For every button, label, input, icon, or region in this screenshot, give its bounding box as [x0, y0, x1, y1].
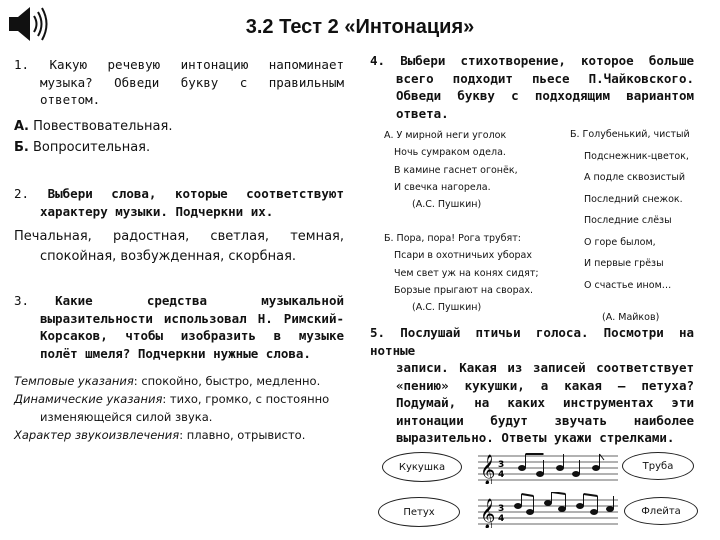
poem-b-line: Б. Пора, пора! Рога трубят:	[384, 233, 521, 244]
q1-option-a[interactable]: А. Повествовательная.	[14, 119, 173, 134]
poem-a-line: И свечка нагорела.	[394, 181, 491, 193]
notes	[519, 454, 605, 477]
q5-text-line6: выразительно. Ответы укажи стрелками.	[396, 430, 675, 445]
poem-c-line: Последние слёзы	[584, 215, 672, 226]
q1-text-line3: ответом.	[40, 92, 101, 107]
question-2	[14, 185, 344, 220]
dynamic-values-line2[interactable]: изменяющейся силой звука.	[40, 410, 213, 424]
q2-text-line2: характеру музыки. Подчеркни их.	[40, 203, 274, 219]
bird-oval-cuckoo[interactable]: Кукушка	[382, 452, 462, 482]
bird-oval-rooster[interactable]: Петух	[378, 497, 460, 527]
q2-words-line1[interactable]: Печальная, радостная, светлая, темная,	[14, 229, 344, 244]
time-signature: 4	[498, 514, 505, 524]
q1-option-b[interactable]: Б. Вопросительная.	[14, 140, 151, 155]
q2-words[interactable]	[14, 227, 344, 267]
q5-text-line2: записи. Какая из записей соответствует	[396, 360, 694, 375]
music-staff-1[interactable]	[478, 448, 618, 484]
poem-c-line: О горе былом,	[584, 236, 656, 248]
instrument-oval-trumpet[interactable]: Труба	[622, 452, 694, 480]
poem-c-author: (А. Майков)	[602, 312, 660, 323]
time-signature: 4	[498, 470, 505, 480]
poem-c-line: А подле сквозистый	[584, 172, 686, 183]
poem-c-line: О счастье ином…	[584, 279, 672, 291]
poem-b[interactable]	[384, 230, 564, 316]
notes	[515, 492, 614, 515]
sound-label: Характер звукоизвлечения	[14, 428, 180, 442]
q2-words-line2[interactable]: спокойная, возбужденная, скорбная.	[40, 249, 297, 264]
treble-clef-icon: 𝄞	[480, 455, 496, 484]
treble-clef-icon: 𝄞	[480, 499, 496, 528]
music-staff-2[interactable]	[478, 492, 618, 528]
q4-text-line4: ответа.	[396, 105, 449, 121]
poem-a-line: В камине гаснет огонёк,	[394, 164, 518, 176]
poem-a-author: (А.С. Пушкин)	[412, 199, 482, 211]
poem-b-line: Борзые прыгают на сворах.	[394, 284, 534, 296]
q4-text-line1: Выбери стихотворение, которое больше	[400, 53, 694, 68]
page-title: 3.2 Тест 2 «Интонация»	[245, 16, 475, 38]
q2-text-line1: Выбери слова, которые соответствуют	[47, 186, 344, 201]
q3-options[interactable]	[14, 372, 344, 444]
poem-c-line: Подснежник-цветок,	[584, 150, 689, 162]
q2-number: 2.	[14, 186, 30, 201]
q3-text-line2: выразительности использовал Н. Римский-	[40, 310, 344, 326]
dynamic-label: Динамические указания	[14, 392, 163, 406]
q1-number: 1.	[14, 57, 30, 72]
q5-number: 5.	[370, 325, 386, 340]
poem-a-line: А. У мирной неги уголок	[384, 130, 507, 141]
q1-text-line2: музыка? Обведи букву с правильным	[40, 74, 344, 90]
q1-options	[14, 116, 344, 158]
poem-c-line: Последний снежок.	[584, 193, 683, 205]
instrument-oval-flute[interactable]: Флейта	[624, 497, 698, 525]
poem-b-line: Псари в охотничьих уборах	[394, 250, 532, 262]
poem-c-line: И первые грёзы	[584, 258, 664, 269]
time-signature: 3	[498, 504, 505, 514]
q5-text-line4: Подумай, на каких инструментах эти	[396, 395, 694, 410]
q5-text-line3: «пению» кукушки, а какая – петуха?	[396, 377, 694, 393]
poem-b-line: Чем свет уж на конях сидят;	[394, 267, 539, 279]
q4-text-line2: всего подходит пьесе П.Чайковского.	[396, 70, 694, 86]
q3-text-line3: Корсаков, чтобы изобразить в музыке	[40, 328, 344, 343]
tempo-label: Темповые указания	[14, 374, 134, 388]
question-4	[370, 52, 694, 122]
q4-number: 4.	[370, 53, 386, 68]
time-signature: 3	[498, 460, 505, 470]
question-3	[14, 292, 344, 362]
q4-text-line3: Обведи букву с подходящим вариантом	[396, 88, 694, 103]
poem-b-author: (А.С. Пушкин)	[412, 302, 482, 314]
q5-text-line5: интонации будут звучать наиболее	[396, 412, 694, 428]
poem-c[interactable]	[570, 124, 710, 296]
sound-values[interactable]: : плавно, отрывисто.	[179, 428, 306, 442]
poem-a[interactable]	[384, 127, 564, 213]
q3-number: 3.	[14, 293, 30, 308]
q1-text-line1: Какую речевую интонацию напоминает	[49, 57, 345, 72]
q3-text-line1: Какие средства музыкальной	[55, 293, 344, 308]
q5-text-line1: Послушай птичьи голоса. Посмотри на нотные	[370, 325, 695, 358]
question-1	[14, 56, 344, 109]
poem-c-line: Б. Голубенький, чистый	[570, 129, 690, 140]
q3-text-line4: полёт шмеля? Подчеркни нужные слова.	[40, 345, 311, 361]
dynamic-values[interactable]: : тихо, громко, с постоянно	[162, 392, 330, 406]
question-5	[370, 324, 694, 447]
tempo-values[interactable]: : спокойно, быстро, медленно.	[133, 374, 321, 388]
poem-a-line: Ночь сумраком одела.	[394, 147, 506, 159]
